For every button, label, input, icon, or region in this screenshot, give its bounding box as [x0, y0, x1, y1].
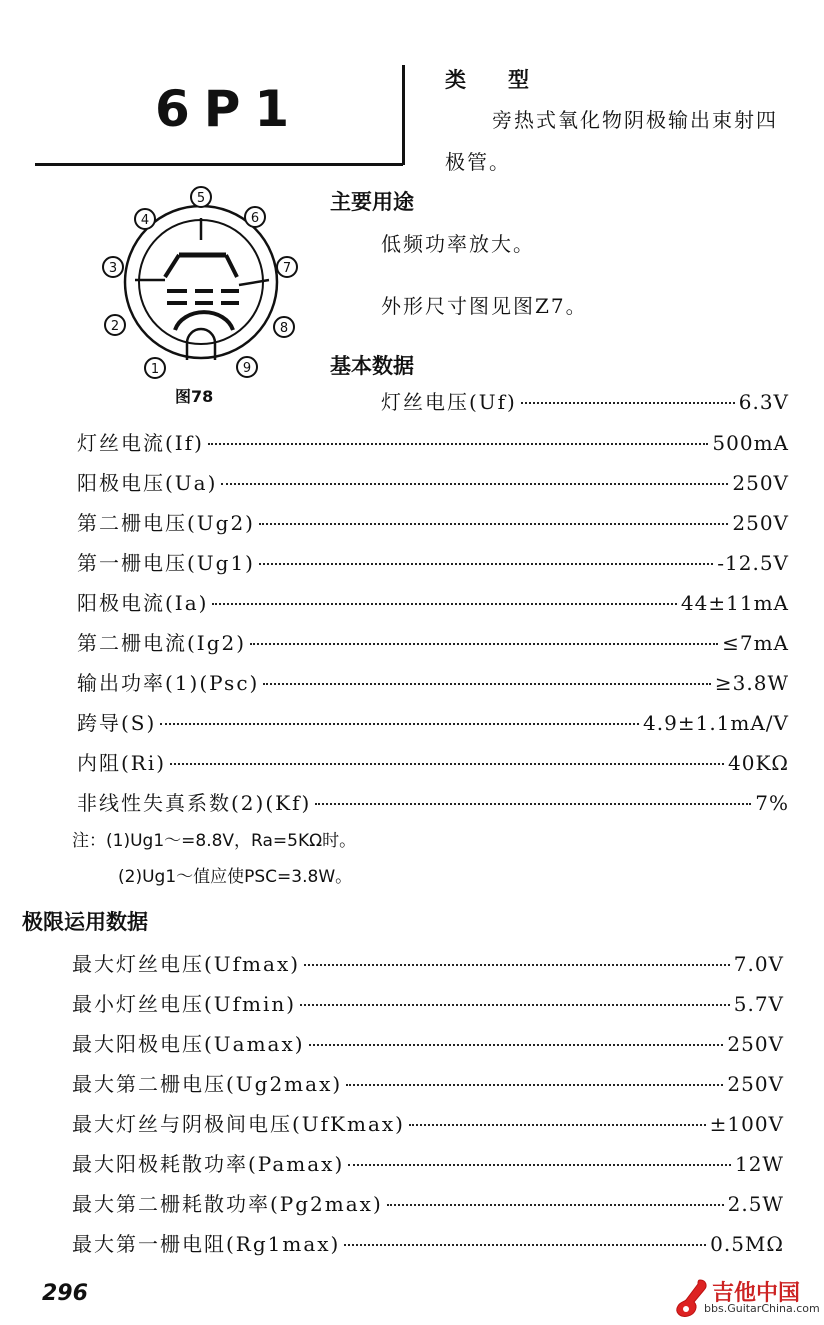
- limit-row: [72, 1228, 784, 1257]
- limit-row: [72, 1068, 784, 1097]
- pin-label-2: 2: [110, 319, 120, 334]
- limit-row-value: 250V: [727, 1032, 784, 1056]
- basic-row: [381, 386, 789, 415]
- footnote-1: 注：(1)Ug1～=8.8V，Ra=5KΩ时。: [72, 831, 357, 851]
- limit-row-value: ±100V: [709, 1112, 784, 1136]
- basic-row-label: 阳极电流(Ia): [77, 591, 209, 615]
- leader-dots: [521, 402, 735, 404]
- limit-row: [72, 1188, 784, 1217]
- title-divider: [402, 65, 405, 165]
- leader-dots: [387, 1204, 724, 1206]
- basic-row-value: 250V: [732, 511, 789, 535]
- basic-row-label: 输出功率(1)(Psc): [77, 671, 260, 695]
- basic-row-label: 灯丝电流(If): [77, 431, 204, 455]
- limit-row: [72, 1108, 784, 1137]
- leader-dots: [221, 483, 728, 485]
- leader-dots: [250, 643, 718, 645]
- basic-row: [77, 747, 789, 776]
- limit-row-value: 250V: [727, 1072, 784, 1096]
- basic-row-value: 500mA: [712, 431, 789, 455]
- leader-dots: [309, 1044, 724, 1046]
- leader-dots: [304, 964, 730, 966]
- limit-row-label: 最大阳极电压(Uamax): [72, 1032, 305, 1056]
- basic-row: [77, 427, 789, 456]
- basic-row: [77, 707, 789, 736]
- limit-row-value: 5.7V: [733, 992, 784, 1016]
- basic-row-label: 跨导(S): [77, 711, 157, 735]
- basic-row-value: 40KΩ: [728, 751, 789, 775]
- footnote-2: (2)Ug1～值应使PSC=3.8W。: [118, 867, 353, 887]
- leader-dots: [348, 1164, 731, 1166]
- pin-label-3: 3: [108, 261, 118, 276]
- basic-row-value: -12.5V: [717, 551, 789, 575]
- type-description-line2: 极管。: [445, 150, 511, 174]
- leader-dots: [263, 683, 711, 685]
- limit-row-label: 最大第一栅电阻(Rg1max): [72, 1232, 341, 1256]
- pin-diagram: [95, 185, 305, 380]
- basic-row: [77, 627, 789, 656]
- pin-label-8: 8: [279, 321, 289, 336]
- limit-data-heading: 极限运用数据: [22, 910, 148, 934]
- dimension-reference: 外形尺寸图见图Z7。: [381, 294, 588, 318]
- limit-row-label: 最大第二栅耗散功率(Pg2max): [72, 1192, 383, 1216]
- basic-row-label: 第一栅电压(Ug1): [77, 551, 255, 575]
- usage-description: 低频功率放大。: [381, 232, 535, 256]
- limit-row-value: 12W: [734, 1152, 784, 1176]
- leader-dots: [212, 603, 676, 605]
- pin-label-7: 7: [282, 261, 292, 276]
- limit-row-label: 最大阳极耗散功率(Pamax): [72, 1152, 345, 1176]
- basic-row: [77, 507, 789, 536]
- basic-row-label: 非线性失真系数(2)(Kf): [77, 791, 312, 815]
- leader-dots: [170, 763, 724, 765]
- pin-label-5: 5: [196, 191, 206, 206]
- tube-model-title: 6P1: [155, 80, 304, 138]
- basic-row: [77, 547, 789, 576]
- leader-dots: [208, 443, 708, 445]
- pin-label-4: 4: [140, 213, 150, 228]
- leader-dots: [344, 1244, 706, 1246]
- basic-row-value: ≤7mA: [722, 631, 789, 655]
- limit-row: [72, 1028, 784, 1057]
- page-number: 296: [42, 1281, 88, 1306]
- basic-data-heading: 基本数据: [330, 354, 414, 378]
- basic-row-value: 6.3V: [738, 390, 789, 414]
- site-logo-text: 吉他中国: [712, 1281, 801, 1306]
- limit-row: [72, 1148, 784, 1177]
- basic-row-value: 4.9±1.1mA/V: [643, 711, 789, 735]
- basic-row-label: 阳极电压(Ua): [77, 471, 218, 495]
- limit-row-label: 最大灯丝与阴极间电压(UfKmax): [72, 1112, 405, 1136]
- limit-row-label: 最大灯丝电压(Ufmax): [72, 952, 301, 976]
- basic-row-label: 第二栅电流(Ig2): [77, 631, 247, 655]
- limit-row-value: 0.5MΩ: [710, 1232, 784, 1256]
- usage-heading: 主要用途: [330, 190, 414, 214]
- limit-row: [72, 988, 784, 1017]
- limit-row-label: 最小灯丝电压(Ufmin): [72, 992, 297, 1016]
- basic-row: [77, 467, 789, 496]
- basic-row: [77, 787, 789, 816]
- leader-dots: [259, 563, 713, 565]
- pin-label-9: 9: [242, 361, 252, 376]
- limit-row-value: 2.5W: [727, 1192, 784, 1216]
- basic-row-value: 7%: [755, 791, 789, 815]
- pin-label-1: 1: [150, 362, 160, 377]
- basic-row-value: 250V: [732, 471, 789, 495]
- type-heading: 类 型: [445, 68, 529, 92]
- figure-caption: 图78: [175, 387, 214, 406]
- leader-dots: [346, 1084, 723, 1086]
- type-description-line1: 旁热式氧化物阴极输出束射四: [492, 108, 778, 132]
- basic-row: [77, 667, 789, 696]
- title-underline: [35, 163, 403, 166]
- limit-row-value: 7.0V: [733, 952, 784, 976]
- basic-row-label: 第二栅电压(Ug2): [77, 511, 255, 535]
- basic-row-label: 灯丝电压(Uf): [381, 390, 517, 414]
- leader-dots: [315, 803, 751, 805]
- pin-label-6: 6: [250, 211, 260, 226]
- limit-row-label: 最大第二栅电压(Ug2max): [72, 1072, 343, 1096]
- leader-dots: [160, 723, 639, 725]
- basic-row-label: 内阻(Ri): [77, 751, 167, 775]
- basic-row-value: 44±11mA: [680, 591, 789, 615]
- basic-row: [77, 587, 789, 616]
- limit-row: [72, 948, 784, 977]
- site-logo-url: bbs.GuitarChina.com: [704, 1302, 820, 1315]
- leader-dots: [300, 1004, 730, 1006]
- leader-dots: [259, 523, 728, 525]
- basic-row-value: ≥3.8W: [714, 671, 789, 695]
- leader-dots: [409, 1124, 706, 1126]
